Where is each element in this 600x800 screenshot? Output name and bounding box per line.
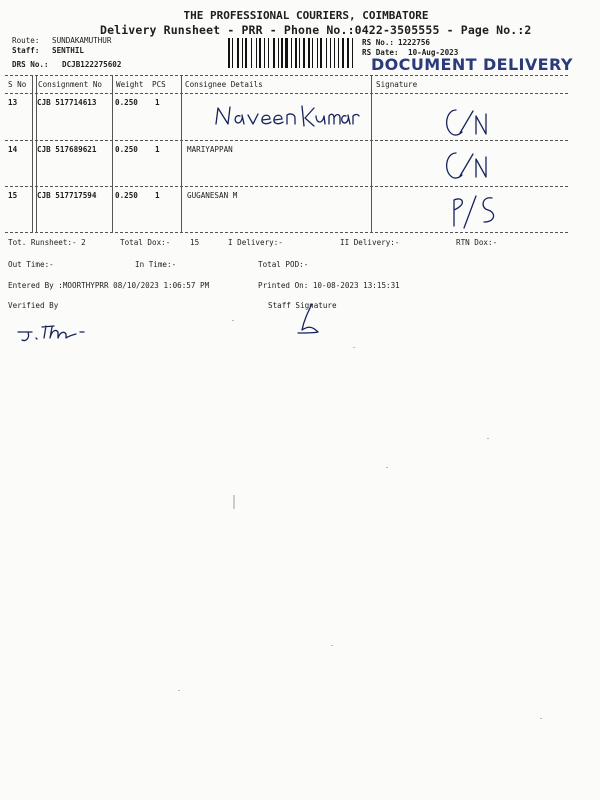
barcode-bar [278, 38, 279, 68]
rs-no-label: RS No.: [362, 38, 395, 47]
row-divider [5, 140, 568, 141]
barcode-bar [334, 38, 335, 68]
barcode-bar [299, 38, 300, 68]
col-header-consignee: Consignee Details [185, 80, 263, 89]
barcode-bar [256, 38, 257, 68]
barcode-bar [231, 38, 232, 68]
barcode-bar [237, 38, 239, 68]
drs-label: DRS No.: [12, 60, 49, 69]
barcode-bar [259, 38, 261, 68]
barcode-bar [353, 38, 355, 68]
barcode-bar [244, 38, 245, 68]
barcode-bar [252, 38, 254, 68]
col-header-consignment: Consignment No [38, 80, 103, 89]
barcode-bar [273, 38, 275, 68]
barcode-bar [281, 38, 283, 68]
barcode-bar [251, 38, 252, 68]
barcode-bar [318, 38, 319, 68]
col-header-signature: Signature [376, 80, 418, 89]
row-pcs: 1 [155, 191, 160, 200]
barcode-bar [303, 38, 305, 68]
scan-speck [233, 495, 235, 509]
barcode-bar [276, 38, 277, 68]
barcode-bar [306, 38, 307, 68]
row-pcs: 1 [155, 98, 160, 107]
barcode-bar [279, 38, 280, 68]
barcode-bar [311, 38, 312, 68]
row-consignee: MARIYAPPAN [187, 145, 233, 154]
scan-speck [331, 645, 333, 646]
rs-date-label: RS Date: [362, 48, 399, 57]
total-dox-value: 15 [190, 238, 200, 247]
verified-by-label: Verified By [8, 301, 59, 310]
barcode-bar [285, 38, 287, 68]
column-divider [32, 75, 33, 232]
verifier-signature [14, 318, 94, 344]
column-divider [371, 75, 372, 232]
runsheet-title: Delivery Runsheet - PRR - Phone No.:0422-3505555 - Page No.:2 [100, 23, 532, 37]
table-top-rule [5, 75, 568, 76]
signature-mark [440, 104, 500, 140]
barcode-bar [228, 38, 230, 68]
i-delivery: I Delivery:- [228, 238, 283, 247]
barcode-bar [336, 38, 338, 68]
handwritten-consignee [210, 100, 360, 134]
barcode-bar [295, 38, 297, 68]
barcode-bar [301, 38, 302, 68]
barcode-bar [242, 38, 243, 68]
total-runsheet: Tot. Runsheet:- 2 [8, 238, 86, 247]
row-sno: 14 [8, 145, 18, 154]
barcode-bar [270, 38, 272, 68]
barcode-bar [262, 38, 263, 68]
barcode-bar [298, 38, 299, 68]
row-weight: 0.250 [115, 145, 138, 154]
printed-on: Printed On: 10-08-2023 13:15:31 [258, 281, 400, 290]
barcode-bar [314, 38, 316, 68]
document-delivery-stamp: DOCUMENT DELIVERY [371, 55, 573, 74]
column-divider [181, 75, 182, 232]
staff-value: SENTHIL [52, 46, 85, 55]
barcode-bar [292, 38, 294, 68]
barcode-bar [350, 38, 351, 68]
row-consignment: CJB 517717594 [37, 191, 97, 200]
total-pod: Total POD:- [258, 260, 309, 269]
route-label: Route: [12, 36, 40, 45]
header-bottom-rule [5, 93, 568, 94]
barcode [228, 38, 356, 68]
scan-speck [386, 467, 388, 468]
barcode-bar [330, 38, 331, 68]
out-time: Out Time:- [8, 260, 54, 269]
column-divider [112, 75, 113, 232]
scan-speck [353, 347, 355, 348]
row-divider [5, 186, 568, 187]
signature-mark [440, 190, 510, 232]
barcode-bar [332, 38, 334, 68]
row-sno: 15 [8, 191, 18, 200]
barcode-bar [289, 38, 290, 68]
barcode-bar [264, 38, 265, 68]
row-weight: 0.250 [115, 98, 138, 107]
entered-by: Entered By :MOORTHYPRR 08/10/2023 1:06:57 PM [8, 281, 210, 290]
barcode-bar [338, 38, 339, 68]
in-time: In Time:- [135, 260, 177, 269]
col-header-sno: S No [8, 80, 27, 89]
staff-signature [290, 300, 330, 340]
barcode-bar [245, 38, 247, 68]
barcode-bar [312, 38, 313, 68]
row-consignee: GUGANESAN M [187, 191, 238, 200]
col-header-pcs: PCS [152, 80, 166, 89]
barcode-bar [352, 38, 353, 68]
ii-delivery: II Delivery:- [340, 238, 400, 247]
company-name: THE PROFESSIONAL COURIERS, COIMBATORE [183, 9, 429, 22]
barcode-bar [308, 38, 310, 68]
scan-speck [540, 718, 542, 719]
col-header-weight: Weight [116, 80, 144, 89]
row-sno: 13 [8, 98, 18, 107]
row-weight: 0.250 [115, 191, 138, 200]
barcode-bar [323, 38, 325, 68]
barcode-bar [345, 38, 346, 68]
route-value: SUNDAKAMUTHUR [52, 36, 112, 45]
barcode-bar [317, 38, 318, 68]
barcode-bar [347, 38, 349, 68]
row-consignment: CJB 517714613 [37, 98, 97, 107]
barcode-bar [342, 38, 344, 68]
barcode-bar [232, 38, 233, 68]
barcode-bar [320, 38, 322, 68]
rtn-dox: RTN Dox:- [456, 238, 498, 247]
row-pcs: 1 [155, 145, 160, 154]
barcode-bar [234, 38, 236, 68]
barcode-bar [240, 38, 241, 68]
barcode-bar [328, 38, 329, 68]
staff-label: Staff: [12, 46, 40, 55]
barcode-bar [326, 38, 327, 68]
staff-signature-label: Staff Signature [268, 301, 337, 310]
table-bottom-rule [5, 232, 568, 233]
rs-no-value: 1222756 [398, 38, 431, 47]
barcode-bar [340, 38, 341, 68]
signature-mark [440, 147, 500, 183]
drs-value: DCJB122275602 [62, 60, 122, 69]
scan-speck [487, 438, 489, 439]
barcode-bar [248, 38, 250, 68]
barcode-bar [265, 38, 267, 68]
barcode-bar [291, 38, 292, 68]
total-dox-label: Total Dox:- [120, 238, 171, 247]
scan-speck [178, 690, 180, 691]
rs-date-value: 10-Aug-2023 [408, 48, 459, 57]
row-consignment: CJB 517689621 [37, 145, 97, 154]
barcode-bar [268, 38, 269, 68]
barcode-bar [284, 38, 285, 68]
scan-speck [232, 320, 234, 321]
barcode-bar [258, 38, 259, 68]
